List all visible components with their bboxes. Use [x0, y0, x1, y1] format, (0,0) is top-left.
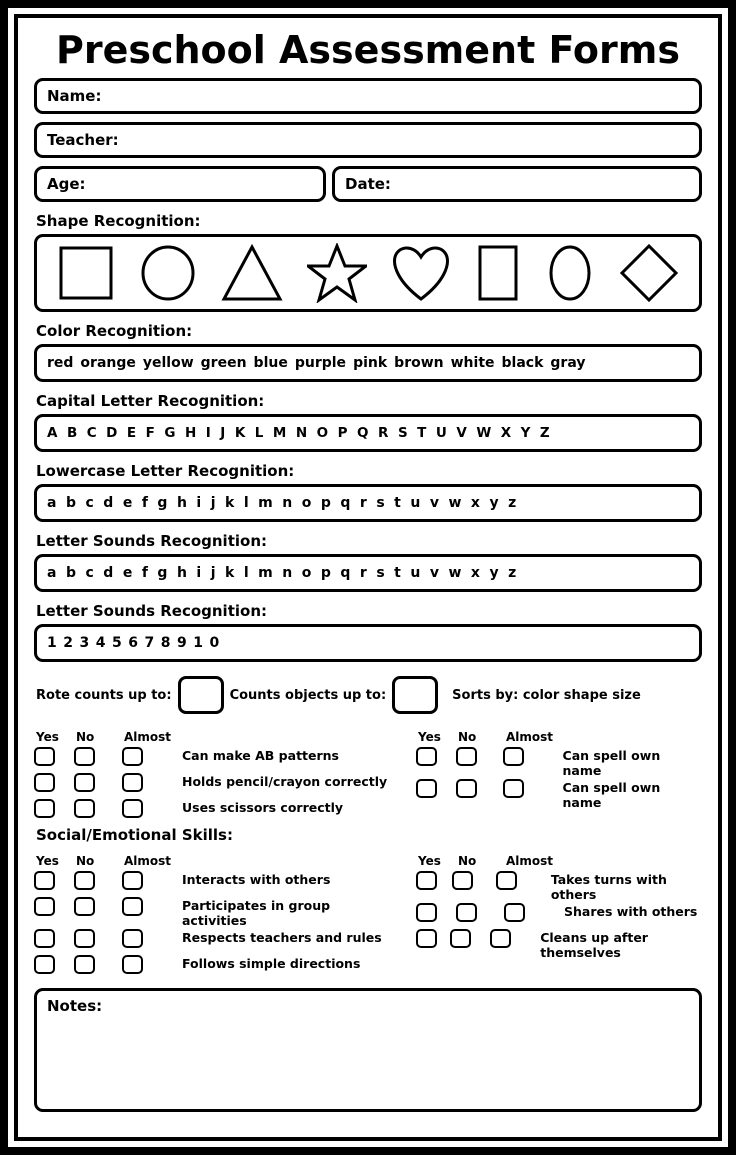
capital-letter-list [47, 425, 550, 441]
lowercase-letter-23[interactable]: x [470, 495, 481, 511]
social-row-almost-cell [490, 928, 540, 948]
number-token-3[interactable]: 4 [95, 635, 106, 651]
social-row-label: Shares with others [564, 904, 698, 919]
letter-sound-19[interactable]: t [394, 565, 402, 581]
skills-row-yes-cell [34, 798, 74, 818]
color-token-2[interactable]: yellow [142, 355, 194, 371]
checkbox-no[interactable] [74, 871, 95, 890]
color-token-3[interactable]: green [200, 355, 247, 371]
social-row-almost-cell [122, 870, 182, 890]
social-row-no-cell [456, 902, 504, 922]
capital-letter-21[interactable]: V [456, 425, 468, 441]
capital-letter-25[interactable]: Z [539, 425, 551, 441]
color-recognition-box[interactable] [34, 344, 702, 382]
capital-letter-heading: Capital Letter Recognition: [36, 392, 265, 410]
lowercase-letter-0[interactable]: a [47, 495, 57, 511]
capital-letter-6[interactable]: G [164, 425, 176, 441]
checkbox-no[interactable] [74, 799, 95, 818]
skills-row [416, 778, 702, 810]
triangle-shape[interactable] [221, 243, 283, 303]
letter-sound-24[interactable]: y [489, 565, 500, 581]
lowercase-letter-8[interactable]: i [196, 495, 202, 511]
letter-sounds-box[interactable] [34, 554, 702, 592]
social-row [34, 870, 416, 896]
social-row-no-cell [74, 928, 122, 948]
skills-row-label: Holds pencil/crayon correctly [182, 774, 388, 789]
number-recognition-box[interactable] [34, 624, 702, 662]
skills-row [34, 746, 416, 772]
notes-box[interactable] [34, 988, 702, 1112]
letter-sound-1[interactable]: b [65, 565, 77, 581]
capital-letter-1[interactable]: B [66, 425, 78, 441]
social-row-label: Takes turns with others [550, 872, 667, 902]
square-shape[interactable] [57, 243, 115, 303]
skills-row [416, 746, 702, 778]
capital-letter-12[interactable]: M [272, 425, 287, 441]
letter-sound-7[interactable]: h [176, 565, 188, 581]
letter-sound-18[interactable]: s [376, 565, 386, 581]
letter-sound-20[interactable]: u [410, 565, 421, 581]
letter-sound-13[interactable]: n [282, 565, 293, 581]
header-almost: Almost [506, 854, 554, 868]
capital-letter-3[interactable]: D [106, 425, 118, 441]
letter-sound-10[interactable]: k [225, 565, 235, 581]
lowercase-letter-list [47, 495, 517, 511]
checkbox-no[interactable] [74, 955, 95, 974]
shape-recognition-heading: Shape Recognition: [36, 212, 201, 230]
lowercase-letter-20[interactable]: u [410, 495, 421, 511]
social-row [34, 954, 416, 980]
social-row-no-cell [74, 896, 122, 916]
checkbox-yes[interactable] [34, 773, 55, 792]
social-left-column [34, 848, 416, 980]
number-token-8[interactable]: 9 [177, 635, 188, 651]
capital-letter-13[interactable]: N [295, 425, 308, 441]
date-field-label: Date: [345, 175, 391, 193]
social-left-rows [34, 870, 416, 980]
capital-letter-20[interactable]: U [435, 425, 448, 441]
number-token-1[interactable]: 2 [63, 635, 74, 651]
capital-letter-box[interactable] [34, 414, 702, 452]
lowercase-letter-16[interactable]: q [340, 495, 351, 511]
letter-sound-8[interactable]: i [196, 565, 202, 581]
social-right-header [416, 848, 702, 868]
social-emotional-heading: Social/Emotional Skills: [36, 826, 233, 844]
lowercase-letter-10[interactable]: k [225, 495, 235, 511]
header-almost: Almost [124, 854, 172, 868]
social-row-almost-cell [122, 954, 182, 974]
capital-letter-8[interactable]: I [205, 425, 212, 441]
social-row [416, 870, 702, 902]
skills-checklist-section [34, 724, 702, 824]
letter-sound-14[interactable]: o [301, 565, 312, 581]
checkbox-yes[interactable] [416, 747, 437, 766]
skills-row-no-cell [74, 798, 122, 818]
capital-letter-4[interactable]: E [126, 425, 137, 441]
lowercase-letter-13[interactable]: n [282, 495, 293, 511]
letter-sound-15[interactable]: p [320, 565, 332, 581]
age-field[interactable] [34, 166, 326, 202]
number-recognition-heading: Letter Sounds Recognition: [36, 602, 267, 620]
social-row-yes-cell [416, 870, 452, 890]
lowercase-letter-19[interactable]: t [394, 495, 402, 511]
oval-shape[interactable] [545, 243, 595, 303]
lowercase-letter-6[interactable]: g [157, 495, 168, 511]
lowercase-letter-1[interactable]: b [65, 495, 77, 511]
lowercase-letter-4[interactable]: e [122, 495, 133, 511]
capital-letter-14[interactable]: O [316, 425, 329, 441]
skills-row-label: Can make AB patterns [182, 748, 339, 763]
notes-label: Notes: [47, 997, 103, 1015]
letter-sound-6[interactable]: g [157, 565, 168, 581]
checkbox-yes[interactable] [34, 929, 55, 948]
capital-letter-17[interactable]: R [378, 425, 389, 441]
capital-letter-16[interactable]: Q [357, 425, 370, 441]
skills-row-yes-cell [416, 746, 456, 766]
skills-row-almost-cell [122, 798, 182, 818]
checkbox-almost[interactable] [122, 897, 143, 916]
skills-row-no-cell [74, 746, 122, 766]
checkbox-yes[interactable] [416, 903, 437, 922]
color-token-10[interactable]: gray [550, 355, 586, 371]
letter-sound-22[interactable]: w [448, 565, 462, 581]
capital-letter-15[interactable]: P [337, 425, 349, 441]
checkbox-no[interactable] [74, 773, 95, 792]
age-field-label: Age: [47, 175, 86, 193]
social-left-header [34, 848, 416, 868]
counts-objects-input[interactable] [392, 676, 438, 714]
diamond-shape[interactable] [619, 243, 679, 303]
social-row [416, 928, 702, 960]
checkbox-almost[interactable] [504, 903, 525, 922]
checkbox-almost[interactable] [122, 773, 143, 792]
name-field[interactable] [34, 78, 702, 114]
social-row [34, 928, 416, 954]
checkbox-almost[interactable] [122, 799, 143, 818]
checkbox-no[interactable] [452, 871, 473, 890]
checkbox-yes[interactable] [416, 929, 437, 948]
social-row-no-cell [452, 870, 496, 890]
social-row-label: Cleans up after themselves [540, 930, 648, 960]
skills-row-label: Can spell own name [562, 780, 661, 810]
letter-sound-12[interactable]: m [258, 565, 274, 581]
checkbox-yes[interactable] [34, 747, 55, 766]
skills-row-yes-cell [416, 778, 456, 798]
lowercase-letter-22[interactable]: w [448, 495, 462, 511]
lowercase-letter-9[interactable]: j [210, 495, 217, 511]
social-row-yes-cell [416, 902, 456, 922]
lowercase-letter-heading: Lowercase Letter Recognition: [36, 462, 295, 480]
letter-sound-9[interactable]: j [210, 565, 217, 581]
lowercase-letter-21[interactable]: v [429, 495, 440, 511]
social-row-no-cell [74, 870, 122, 890]
lowercase-letter-15[interactable]: p [320, 495, 332, 511]
capital-letter-11[interactable]: L [254, 425, 264, 441]
star-shape[interactable] [307, 243, 367, 303]
skills-row-yes-cell [34, 772, 74, 792]
checkbox-almost[interactable] [122, 871, 143, 890]
skills-row-almost-cell [122, 772, 182, 792]
checkbox-no[interactable] [74, 929, 95, 948]
capital-letter-0[interactable]: A [47, 425, 58, 441]
number-token-5[interactable]: 6 [128, 635, 139, 651]
skills-left-header [34, 724, 416, 744]
number-token-10[interactable]: 0 [209, 635, 220, 651]
color-token-6[interactable]: pink [353, 355, 388, 371]
checkbox-almost[interactable] [122, 929, 143, 948]
social-row-label: Interacts with others [182, 872, 331, 887]
skills-right-rows [416, 746, 702, 810]
lowercase-letter-box[interactable] [34, 484, 702, 522]
page-border-gap [8, 8, 728, 1147]
header-yes: Yes [36, 854, 59, 868]
letter-sound-2[interactable]: c [85, 565, 95, 581]
counting-row [36, 674, 702, 716]
header-no: No [76, 730, 95, 744]
social-row-almost-cell [496, 870, 551, 890]
sorts-by-label: Sorts by: color shape size [452, 687, 641, 703]
teacher-field[interactable] [34, 122, 702, 158]
number-token-7[interactable]: 8 [160, 635, 171, 651]
skills-right-column [416, 724, 702, 824]
skills-row-no-cell [456, 746, 504, 766]
capital-letter-23[interactable]: X [500, 425, 512, 441]
capital-letter-7[interactable]: H [184, 425, 197, 441]
checkbox-almost[interactable] [496, 871, 517, 890]
letter-sounds-heading: Letter Sounds Recognition: [36, 532, 267, 550]
lowercase-letter-2[interactable]: c [85, 495, 95, 511]
number-token-2[interactable]: 3 [79, 635, 90, 651]
color-token-8[interactable]: white [450, 355, 495, 371]
lowercase-letter-12[interactable]: m [258, 495, 274, 511]
date-field[interactable] [332, 166, 702, 202]
rote-counts-input[interactable] [178, 676, 224, 714]
capital-letter-5[interactable]: F [145, 425, 156, 441]
number-token-9[interactable]: 1 [193, 635, 204, 651]
capital-letter-22[interactable]: W [476, 425, 492, 441]
header-yes: Yes [418, 854, 441, 868]
checkbox-no[interactable] [74, 747, 95, 766]
lowercase-letter-18[interactable]: s [376, 495, 386, 511]
checkbox-almost[interactable] [503, 747, 524, 766]
social-emotional-section [34, 848, 702, 980]
header-almost: Almost [506, 730, 554, 744]
letter-sound-21[interactable]: v [429, 565, 440, 581]
skills-right-header [416, 724, 702, 744]
skills-row-no-cell [74, 772, 122, 792]
skills-row-label: Can spell own name [562, 748, 661, 778]
checkbox-almost[interactable] [490, 929, 511, 948]
letter-sound-11[interactable]: l [243, 565, 250, 581]
number-token-0[interactable]: 1 [47, 635, 58, 651]
number-token-list [47, 635, 220, 651]
color-recognition-heading: Color Recognition: [36, 322, 193, 340]
lowercase-letter-5[interactable]: f [141, 495, 149, 511]
checkbox-almost[interactable] [122, 747, 143, 766]
color-token-9[interactable]: black [501, 355, 544, 371]
skills-left-rows [34, 746, 416, 824]
checkbox-yes[interactable] [416, 871, 437, 890]
social-row-yes-cell [416, 928, 450, 948]
social-row-almost-cell [122, 928, 182, 948]
lowercase-letter-25[interactable]: z [508, 495, 517, 511]
header-almost: Almost [124, 730, 172, 744]
number-token-4[interactable]: 5 [112, 635, 123, 651]
skills-row-almost-cell [122, 746, 182, 766]
social-row-almost-cell [122, 896, 182, 916]
social-row-no-cell [74, 954, 122, 974]
social-row-yes-cell [34, 870, 74, 890]
social-row-label: Respects teachers and rules [182, 930, 382, 945]
social-row [416, 902, 702, 928]
lowercase-letter-14[interactable]: o [301, 495, 312, 511]
lowercase-letter-17[interactable]: r [359, 495, 368, 511]
letter-sound-0[interactable]: a [47, 565, 57, 581]
skills-row [34, 798, 416, 824]
checkbox-no[interactable] [456, 903, 477, 922]
number-token-6[interactable]: 7 [144, 635, 155, 651]
social-right-rows [416, 870, 702, 960]
rote-counts-label: Rote counts up to: [36, 687, 172, 703]
capital-letter-18[interactable]: S [397, 425, 409, 441]
letter-sound-23[interactable]: x [470, 565, 481, 581]
color-token-5[interactable]: purple [294, 355, 347, 371]
color-token-7[interactable]: brown [394, 355, 444, 371]
social-row [34, 896, 416, 928]
letter-sounds-list [47, 565, 517, 581]
color-token-list [47, 355, 585, 371]
social-row-yes-cell [34, 954, 74, 974]
capital-letter-2[interactable]: C [86, 425, 98, 441]
capital-letter-9[interactable]: J [220, 425, 226, 441]
capital-letter-24[interactable]: Y [520, 425, 531, 441]
letter-sound-3[interactable]: d [103, 565, 114, 581]
checkbox-yes[interactable] [34, 799, 55, 818]
lowercase-letter-7[interactable]: h [176, 495, 188, 511]
form-page [14, 14, 722, 1141]
checkbox-no[interactable] [456, 747, 477, 766]
color-token-0[interactable]: red [47, 355, 74, 371]
checkbox-almost[interactable] [503, 779, 524, 798]
header-yes: Yes [36, 730, 59, 744]
social-row-no-cell [450, 928, 490, 948]
social-row-yes-cell [34, 896, 74, 916]
color-token-4[interactable]: blue [253, 355, 288, 371]
checkbox-no[interactable] [450, 929, 471, 948]
header-no: No [458, 730, 477, 744]
teacher-field-label: Teacher: [47, 131, 119, 149]
skills-row [34, 772, 416, 798]
header-no: No [458, 854, 477, 868]
letter-sound-4[interactable]: e [122, 565, 133, 581]
checkbox-almost[interactable] [122, 955, 143, 974]
rectangle-shape[interactable] [475, 243, 521, 303]
circle-shape[interactable] [139, 243, 197, 303]
capital-letter-19[interactable]: T [417, 425, 427, 441]
lowercase-letter-11[interactable]: l [243, 495, 250, 511]
header-no: No [76, 854, 95, 868]
shape-recognition-box[interactable] [34, 234, 702, 312]
skills-row-almost-cell [503, 778, 562, 798]
checkbox-yes[interactable] [34, 897, 55, 916]
capital-letter-10[interactable]: K [234, 425, 246, 441]
page-title: Preschool Assessment Forms [56, 28, 680, 72]
letter-sound-25[interactable]: z [508, 565, 517, 581]
skills-row-almost-cell [503, 746, 562, 766]
letter-sound-5[interactable]: f [141, 565, 149, 581]
social-row-label: Follows simple directions [182, 956, 361, 971]
skills-left-column [34, 724, 416, 824]
social-row-yes-cell [34, 928, 74, 948]
skills-row-no-cell [456, 778, 504, 798]
skills-row-label: Uses scissors correctly [182, 800, 344, 815]
lowercase-letter-24[interactable]: y [489, 495, 500, 511]
color-token-1[interactable]: orange [80, 355, 136, 371]
social-right-column [416, 848, 702, 980]
letter-sound-17[interactable]: r [359, 565, 368, 581]
name-field-label: Name: [47, 87, 102, 105]
checkbox-no[interactable] [74, 897, 95, 916]
counts-objects-label: Counts objects up to: [229, 687, 387, 703]
lowercase-letter-3[interactable]: d [103, 495, 114, 511]
heart-shape[interactable] [391, 243, 451, 303]
skills-row-yes-cell [34, 746, 74, 766]
social-row-label: Participates in group activities [182, 898, 331, 928]
checkbox-yes[interactable] [34, 871, 55, 890]
letter-sound-16[interactable]: q [340, 565, 351, 581]
social-row-almost-cell [504, 902, 564, 922]
age-date-row [34, 166, 702, 202]
checkbox-yes[interactable] [34, 955, 55, 974]
checkbox-yes[interactable] [416, 779, 437, 798]
header-yes: Yes [418, 730, 441, 744]
checkbox-no[interactable] [456, 779, 477, 798]
